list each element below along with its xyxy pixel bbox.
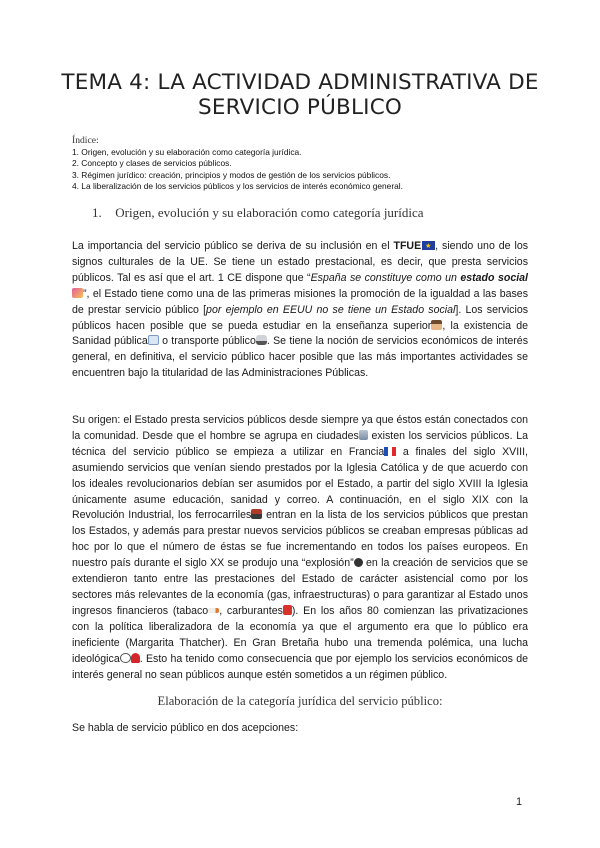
section-1-title: Origen, evolución y su elaboración como categoría jurídica: [115, 205, 424, 220]
para1-text-7: . Se tiene la noción de servicios económicos de interés general, en definitiva, el servicio público hacer posible que las más importantes actividades se encuentren bajo la titularidad de las Administraciones Públicas.: [72, 335, 528, 380]
fuel-pump-icon: [283, 605, 292, 615]
teacher-icon: [431, 320, 442, 330]
para2-text-1: Su origen: el Estado presta servicios públicos desde siempre ya que éstos están conectados con la comunidad. Desde que el hombre se agrupa en ciudades: [72, 414, 528, 442]
index-item-3: 3. Régimen jurídico: creación, principios y modos de gestión de los servicios públicos.: [72, 169, 391, 180]
train-icon: [251, 509, 262, 519]
city-icon: [359, 430, 368, 440]
para2-text-4: entran en la lista de los servicios públicos que prestan los Estados, y además para prestar nuevos servicios públicos se creaban empresas públicas ad hoc por lo que el número de éstas se fue incrementando en todos los países europeos. En nuestro país durante el siglo XX se produjo una “explosión”: [72, 509, 528, 570]
title-line-1: TEMA 4: LA ACTIVIDAD ADMINISTRATIVA DE: [61, 70, 539, 95]
couple-icon: [72, 288, 83, 298]
para1-text-3: ”, el Estado tiene como una de las primeras misiones la promoción de la igualdad a las bases de prestar servicio público [: [72, 287, 528, 316]
boxing-glove-icon: [131, 653, 140, 663]
paragraph-two-meanings: Se habla de servicio público en dos acepciones:: [72, 722, 299, 734]
index-item-1: 1. Origen, evolución y su elaboración como categoría jurídica.: [72, 146, 302, 157]
hospital-icon: [148, 335, 159, 345]
para1-text-1: La importancia del servicio público se deriva de su inclusión en el: [72, 240, 394, 252]
document-title: [60, 70, 540, 120]
section-1-number: 1.: [92, 205, 102, 220]
bomb-icon: [354, 558, 363, 567]
para2-text-8: . Esto ha tenido como consecuencia que por ejemplo los servicios económicos de interés general no sean públicos aunque estén sometidos a un régimen público.: [72, 652, 528, 681]
para2-text-2: existen los servicios públicos. La técnica del servicio público se empieza a utilizar en Francia: [72, 429, 528, 458]
para1-aside: por ejemplo en EEUU no se tiene un Estado social: [206, 303, 456, 316]
para1-text-6: o transporte público: [158, 335, 256, 348]
para1-text-4: ]. Los servicios públicos hacen posible que se pueda estudiar en la enseñanza superior: [72, 303, 529, 332]
para2-text-6: , carburantes: [219, 604, 283, 617]
para1-text-5: , la existencia de Sanidad pública: [72, 319, 528, 348]
para2-text-7: ). En los años 80 comienzan las privatizaciones con la política liberalizadora de la economía ya que el argumento era que lo público era ineficiente (Margarita Thatcher). En Gran Bretaña hubo una tremenda polémica, una lucha ideológica: [72, 604, 528, 665]
section-1-heading: [92, 205, 424, 221]
para1-quote: España se constituye como un: [310, 271, 457, 284]
eu-flag-icon: [422, 241, 435, 250]
page-number: 1: [516, 796, 523, 808]
bus-icon: [256, 335, 267, 345]
para1-text-2: , siendo uno de los signos culturales de la UE. Se tiene un estado prestacional, es decir, que presta servicios públicos. Tal es así que el art. 1 CE dispone que “: [72, 240, 529, 284]
index-item-2: 2. Concepto y clases de servicios públicos.: [72, 158, 232, 169]
para1-quote-bold: estado social: [460, 271, 528, 284]
para1-tfue: TFUE: [393, 240, 422, 252]
index-item-4: 4. La liberalización de los servicios públicos y los servicios de interés económico general.: [72, 181, 403, 192]
table-of-contents: [72, 135, 542, 193]
subheading-legal-category: Elaboración de la categoría jurídica del servicio público:: [157, 694, 443, 708]
title-line-2: SERVICIO PÚBLICO: [197, 95, 403, 120]
para2-text-3: a finales del siglo XVIII, asumiendo servicios que venían siendo prestados por la Iglesia Católica y de que acuerdo con los ideales revolucionarios debían ser asumidos por el Estado, a partir del siglo XVIII la Iglesia únicamente asume educación, sanidad y correo. A continuación, en el siglo XIX con la Revolución Industrial, los ferrocarriles: [72, 445, 529, 522]
index-label: Índice:: [72, 135, 99, 146]
paragraph-origin: [72, 413, 528, 683]
cigarette-icon: [208, 608, 219, 613]
france-flag-icon: [384, 447, 396, 456]
thought-bubble-icon: [120, 653, 131, 663]
para2-text-5: en la creación de servicios que se extendieron tanto entre las prestaciones del Estado de carácter asistencial como por los sectores más relevantes de la economía (gas, infraestructuras) o para garantizar al Estado unos ingresos financieros (tabaco: [72, 557, 528, 617]
paragraph-importance: [72, 239, 528, 382]
